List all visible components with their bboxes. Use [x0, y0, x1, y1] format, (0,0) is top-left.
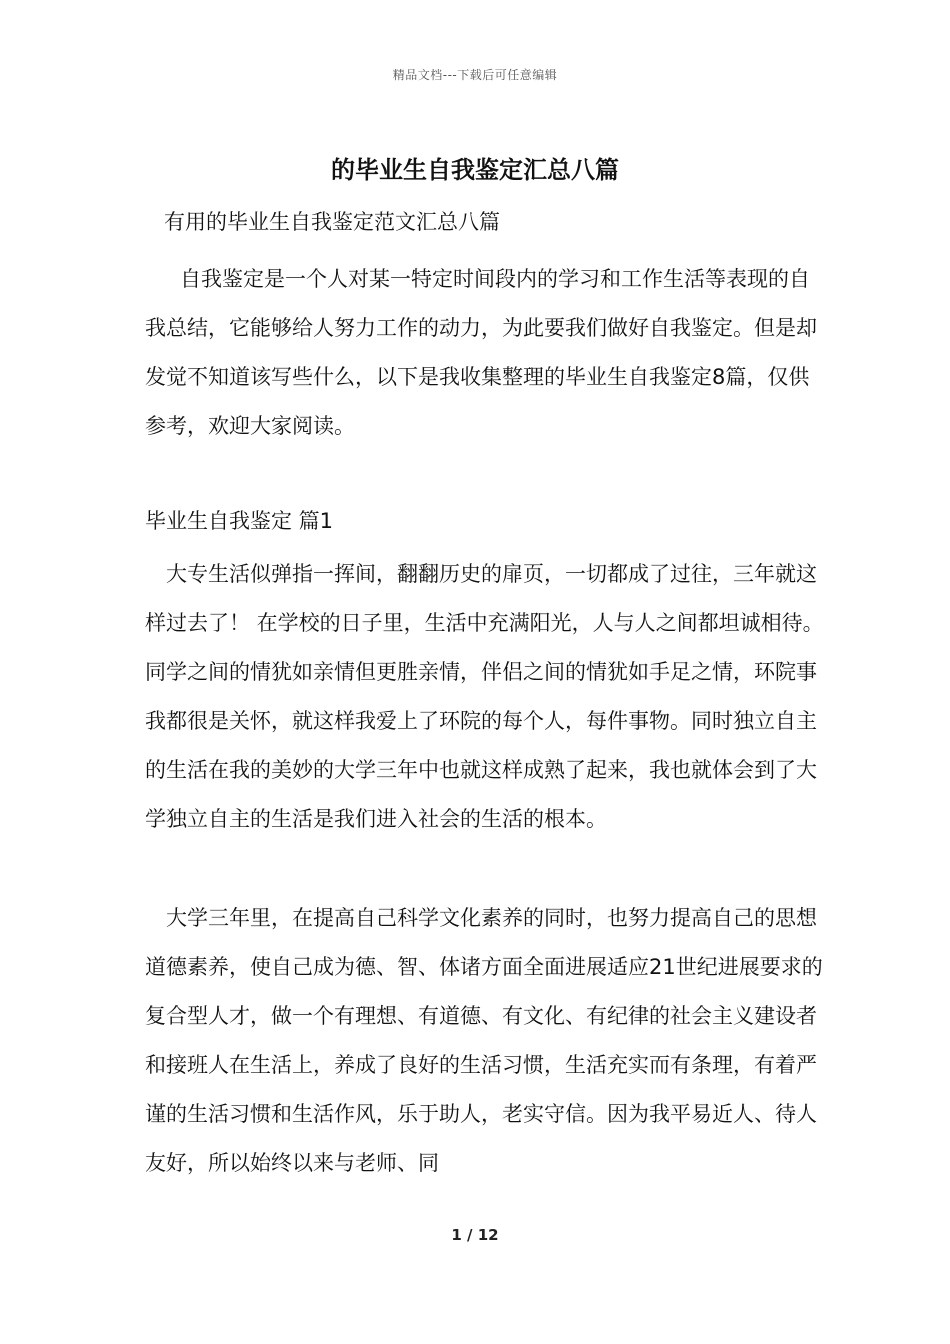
page-number: 1 / 12 [451, 1226, 499, 1244]
page-header-note: 精品文档---下载后可任意编辑 [392, 68, 558, 82]
document-title: 的毕业生自我鉴定汇总八篇 [331, 156, 619, 184]
intro-paragraph: 自我鉴定是一个人对某一特定时间段内的学习和工作生活等表现的自我总结，它能够给人努力工作的动力，为此要我们做好自我鉴定。但是却发觉不知道该写些什么，以下是我收集整理的毕业生自我鉴定8篇，仅供参考，欢迎大家阅读。 [145, 267, 817, 438]
section-heading: 毕业生自我鉴定 篇1 [145, 509, 334, 533]
body-paragraph: 大专生活似弹指一挥间，翻翻历史的扉页，一切都成了过往，三年就这样过去了！ 在学校的日子里，生活中充满阳光，人与人之间都坦诚相待。同学之间的情犹如亲情但更胜亲情，伴侣之间的情犹如手足之情，环院事我都很是关怀，就这样我爱上了环院的每个人，每件事物。同时独立自主的生活在我的美妙的大学三年中也就这样成熟了起来，我也就体会到了大学独立自主的生活是我们进入社会的生活的根本。 [145, 562, 824, 831]
document-subtitle: 有用的毕业生自我鉴定范文汇总八篇 [164, 210, 500, 234]
body-paragraph: 大学三年里，在提高自己科学文化素养的同时，也努力提高自己的思想道德素养，使自己成为德、智、体诸方面全面进展适应21世纪进展要求的复合型人才，做一个有理想、有道德、有文化、有纪律的社会主义建设者和接班人在生活上，养成了良好的生活习惯，生活充实而有条理，有着严谨的生活习惯和生活作风，乐于助人，老实守信。因为我平易近人、待人友好，所以始终以来与老师、同 [145, 906, 823, 1175]
